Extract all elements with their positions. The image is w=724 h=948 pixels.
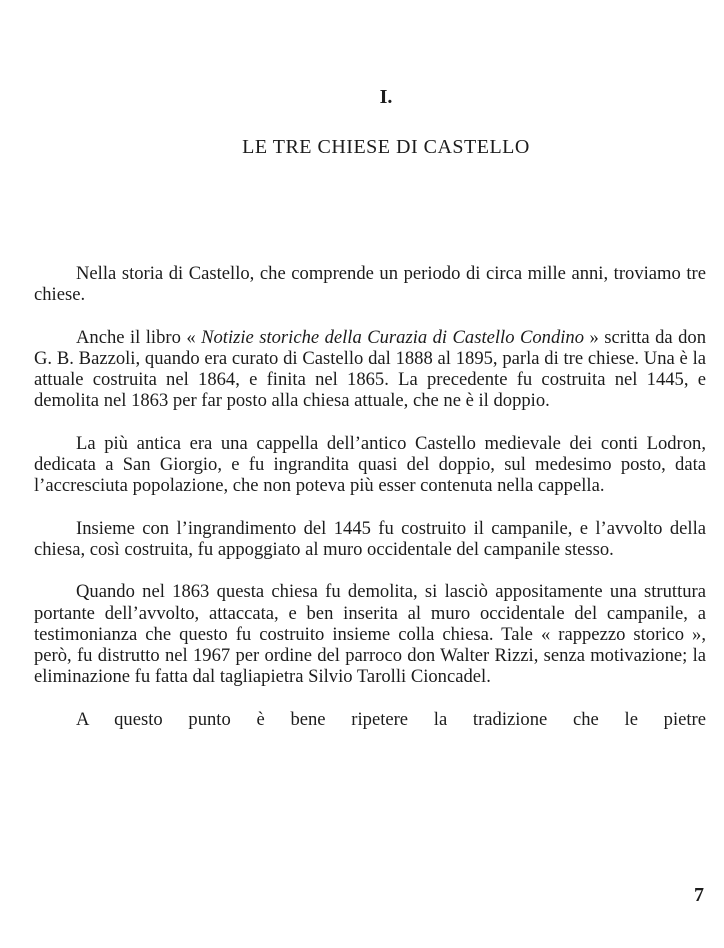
body-text <box>34 263 706 751</box>
paragraph-6: A questo punto è bene ripetere la tradizione che le pietre <box>76 708 706 730</box>
paragraph-3: La più antica era una cappella dell’antico Castello medievale dei conti Lodron, dedicata a San Giorgio, e fu ingrandita quasi del doppio, sul medesimo posto, data l’accresciuta popolazione, che non poteva più esser contenuta nella cappella. <box>34 432 706 497</box>
paragraph-4: Insieme con l’ingrandimento del 1445 fu costruito il campanile, e l’avvolto della chiesa, così costruita, fu appoggiato al muro occidentale del campanile stesso. <box>34 517 706 560</box>
chapter-title: LE TRE CHIESE DI CASTELLO <box>242 136 530 158</box>
paragraph-1: Nella storia di Castello, che comprende un periodo di circa mille anni, troviamo tre chiese. <box>34 263 706 306</box>
paragraph-2 <box>34 327 706 412</box>
paragraph-2-prefix: Anche il libro « <box>76 326 202 348</box>
paragraph-2-suffix: » scritta da don G. B. Bazzoli, quando era curato di Castello dal 1888 al 1895, parla di tre chiese. Una è la attuale costruita nel 1864, e finita nel 1865. La precedente fu costruita nel 1445, e demolita nel 1863 per far posto alla chiesa attuale, che ne è il doppio. <box>34 326 706 412</box>
page-number: 7 <box>694 884 704 906</box>
book-title: Notizie storiche della Curazia di Castello Condino <box>201 326 585 348</box>
paragraph-5: Quando nel 1863 questa chiesa fu demolita, si lasciò appositamente una struttura portante dell’avvolto, attaccata, e ben inserita al muro occidentale del campanile, a testimonianza che questo fu costruito insieme colla chiesa. Tale « rappezzo storico », però, fu distrutto nel 1967 per ordine del parroco don Walter Rizzi, senza motivazione; la eliminazione fu fatta dal tagliapietra Silvio Tarolli Cioncadel. <box>34 581 706 688</box>
chapter-number: I. <box>379 86 393 108</box>
